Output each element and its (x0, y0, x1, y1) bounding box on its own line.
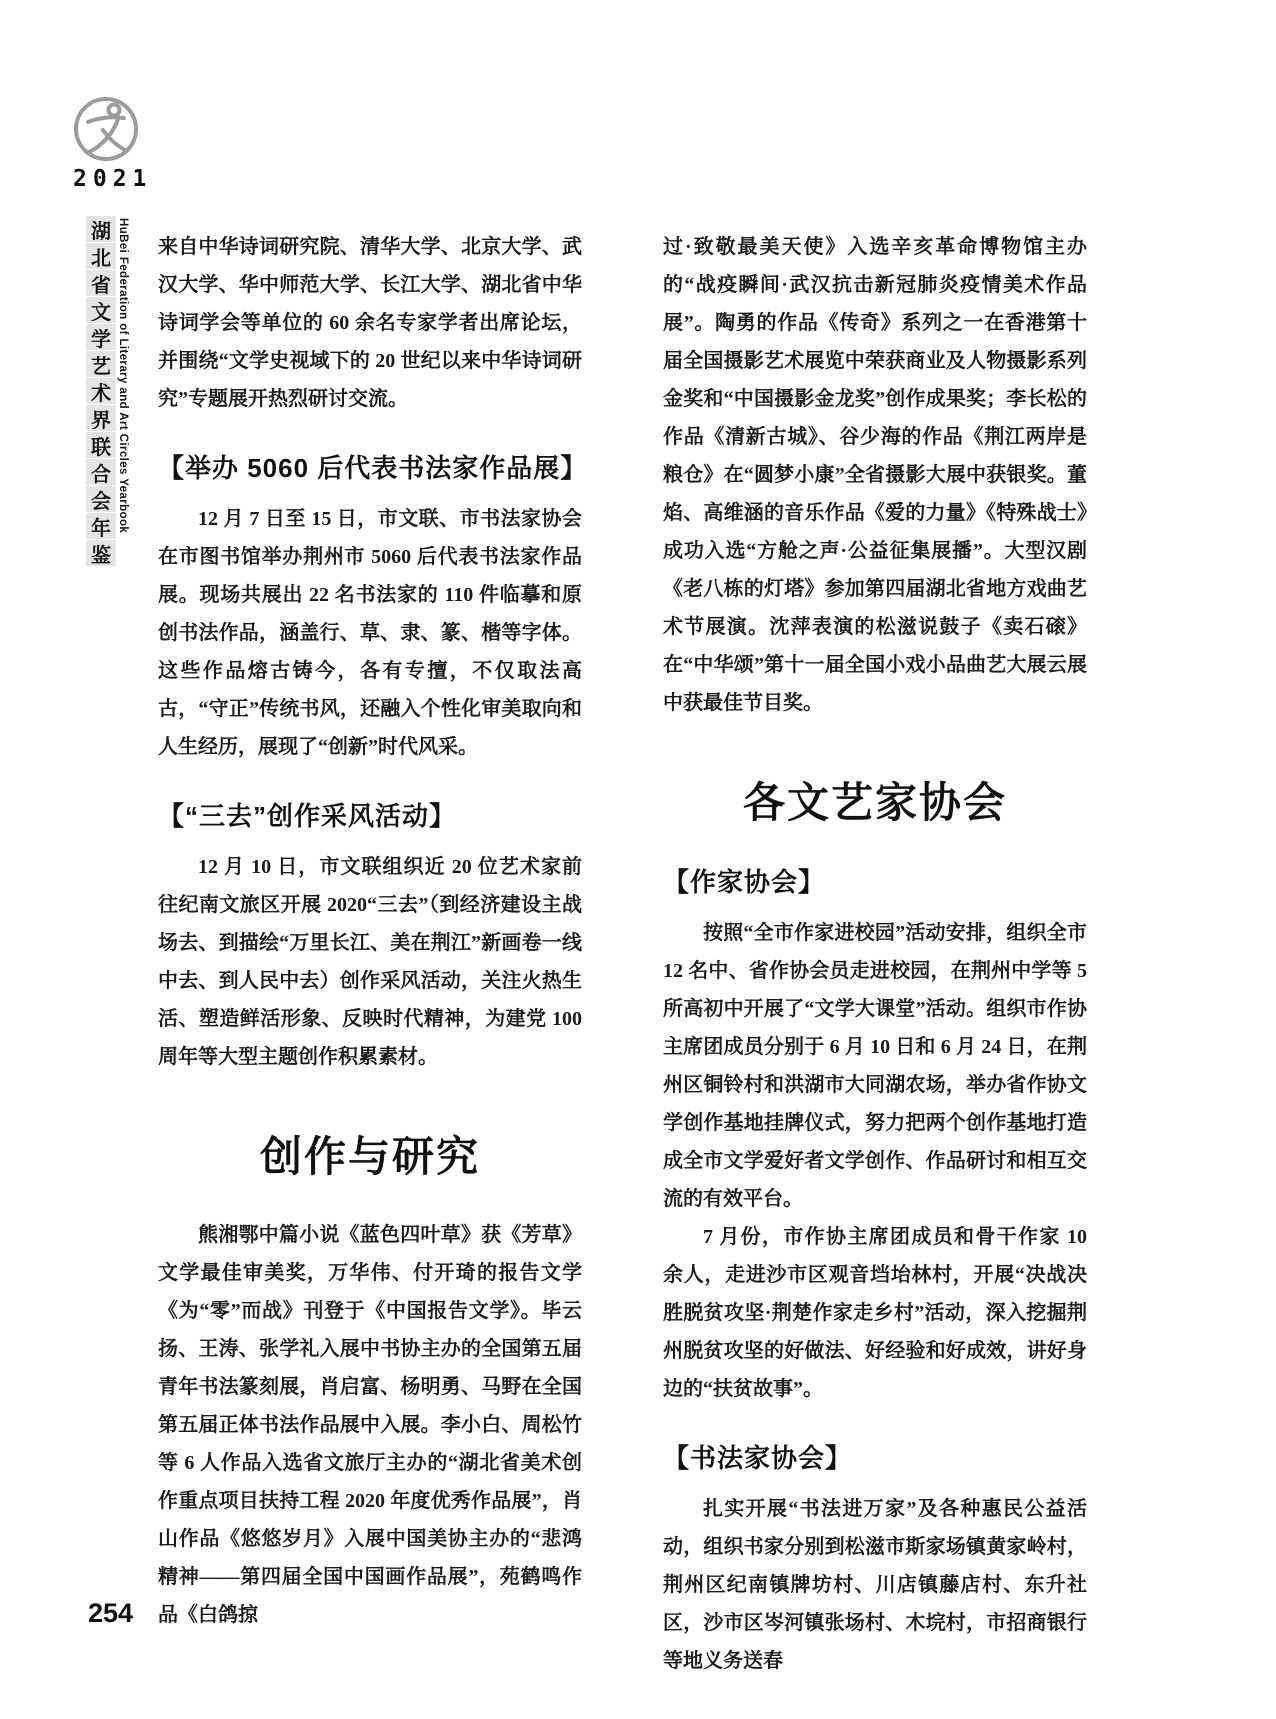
paragraph: 扎实开展“书法进万家”及各种惠民公益活动，组织书家分别到松滋市斯家场镇黄家岭村，荆州区纪南镇牌坊村、川店镇藤店村、东升社区，沙市区岑河镇张场村、木垸村，市招商银行等地义务送春 (663, 1498, 1087, 1672)
sidebar-char: 北 (86, 243, 116, 269)
paragraph: 12 月 10 日，市文联组织近 20 位艺术家前往纪南文旅区开展 2020“三去”（到经济建设主战场去、到描绘“万里长江、美在荆江”新画卷一线中去、到人民中去）创作采风活动，关注火热生活、塑造鲜活形象、反映时代精神，为建党 100 周年等大型主题创作积累素材。 (158, 856, 582, 1068)
page-number: 254 (88, 1598, 134, 1628)
right-column (663, 228, 1087, 1680)
sidebar-char: 会 (86, 486, 116, 512)
sidebar-char: 文 (86, 297, 116, 323)
paragraph: 按照“全市作家进校园”活动安排，组织全市 12 名中、省作协会员走进校园，在荆州中学等 5 所高初中开展了“文学大课堂”活动。组织市作协主席团成员分别于 6 月 10 日和 6 月 24 日，在荆州区铜铃村和洪湖市大同湖农场，举办省作协文学创作基地挂牌仪式，努力把两个创作基地打造成全市文学爱好者文学创作、作品研讨和相互交流的有效平台。 (663, 922, 1087, 1210)
entry-header-calligraphers-association: 【书法家协会】 (663, 1443, 853, 1473)
section-header-creation-research: 创作与研究 (259, 1133, 480, 1180)
edition-year: 2021 (73, 166, 153, 192)
left-column (158, 228, 588, 1634)
paragraph-continuation: 来自中华诗词研究院、清华大学、北京大学、武汉大学、华中师范大学、长江大学、湖北省中华诗词学会等单位的 60 余名专家学者出席论坛，并围绕“文学史视域下的 20 世纪以来中华诗词研究”专题展开热烈研讨交流。 (158, 236, 582, 410)
federation-emblem-icon (72, 94, 140, 164)
paragraph: 7 月份，市作协主席团成员和骨干作家 10 余人，走进沙市区观音垱坮林村，开展“决战决胜脱贫攻坚·荆楚作家走乡村”活动，深入挖掘荆州脱贫攻坚的好做法、好经验和好成效，讲好身边的“扶贫故事”。 (663, 1226, 1087, 1400)
sidebar-char: 年 (86, 513, 116, 539)
paragraph-continuation: 过·致敬最美天使》入选辛亥革命博物馆主办的“战疫瞬间·武汉抗击新冠肺炎疫情美术作品展”。陶勇的作品《传奇》系列之一在香港第十届全国摄影艺术展览中荣获商业及人物摄影系列金奖和“中国摄影金龙奖”创作成果奖；李长松的作品《清新古城》、谷少海的作品《荆江两岸是粮仓》在“圆梦小康”全省摄影大展中获银奖。董焰、高维涵的音乐作品《爱的力量》《特殊战士》成功入选“方舱之声·公益征集展播”。大型汉剧《老八栋的灯塔》参加第四届湖北省地方戏曲艺术节展演。沈萍表演的松滋说鼓子《卖石磙》在“中华颂”第十一届全国小戏小品曲艺大展云展中获最佳节目奖。 (663, 236, 1087, 714)
sidebar-char: 学 (86, 324, 116, 350)
section-header-artist-associations: 各文艺家协会 (742, 779, 1007, 826)
entry-header-sanqu-activity: 【“三去”创作采风活动】 (158, 801, 457, 831)
sidebar-char: 术 (86, 378, 116, 404)
sidebar-char: 界 (86, 405, 116, 431)
sidebar-char: 湖 (86, 216, 116, 242)
sidebar-char: 艺 (86, 351, 116, 377)
sidebar-title-vertical (86, 216, 116, 566)
sidebar-char: 合 (86, 459, 116, 485)
paragraph: 12 月 7 日至 15 日，市文联、市书法家协会在市图书馆举办荆州市 5060 后代表书法家作品展。现场共展出 22 名书法家的 110 件临摹和原创书法作品，涵盖行、草、隶、篆、楷等字体。这些作品熔古铸今，各有专擅，不仅取法高古，“守正”传统书风，还融入个性化审美取向和人生经历，展现了“创新”时代风采。 (158, 508, 582, 758)
sidebar-char: 省 (86, 270, 116, 296)
sidebar-title-english: HuBei Federation of Literary and Art Circles Yearbook (117, 218, 129, 534)
sidebar-char: 联 (86, 432, 116, 458)
entry-header-writers-association: 【作家协会】 (663, 867, 826, 897)
entry-header-5060-exhibition: 【举办 5060 后代表书法家作品展】 (158, 453, 588, 483)
sidebar-char: 鉴 (86, 540, 116, 566)
paragraph: 熊湘鄂中篇小说《蓝色四叶草》获《芳草》文学最佳审美奖，万华伟、付开琦的报告文学《为“零”而战》刊登于《中国报告文学》。毕云扬、王涛、张学礼入展中书协主办的全国第五届青年书法篆刻展，肖启富、杨明勇、马野在全国第五届正体书法作品展中入展。李小白、周松竹等 6 人作品入选省文旅厅主办的“湖北省美术创作重点项目扶持工程 2020 年度优秀作品展”，肖山作品《悠悠岁月》入展中国美协主办的“悲鸿精神——第四届全国中国画作品展”，苑鹤鸣作品《白鸽掠 (158, 1224, 582, 1626)
